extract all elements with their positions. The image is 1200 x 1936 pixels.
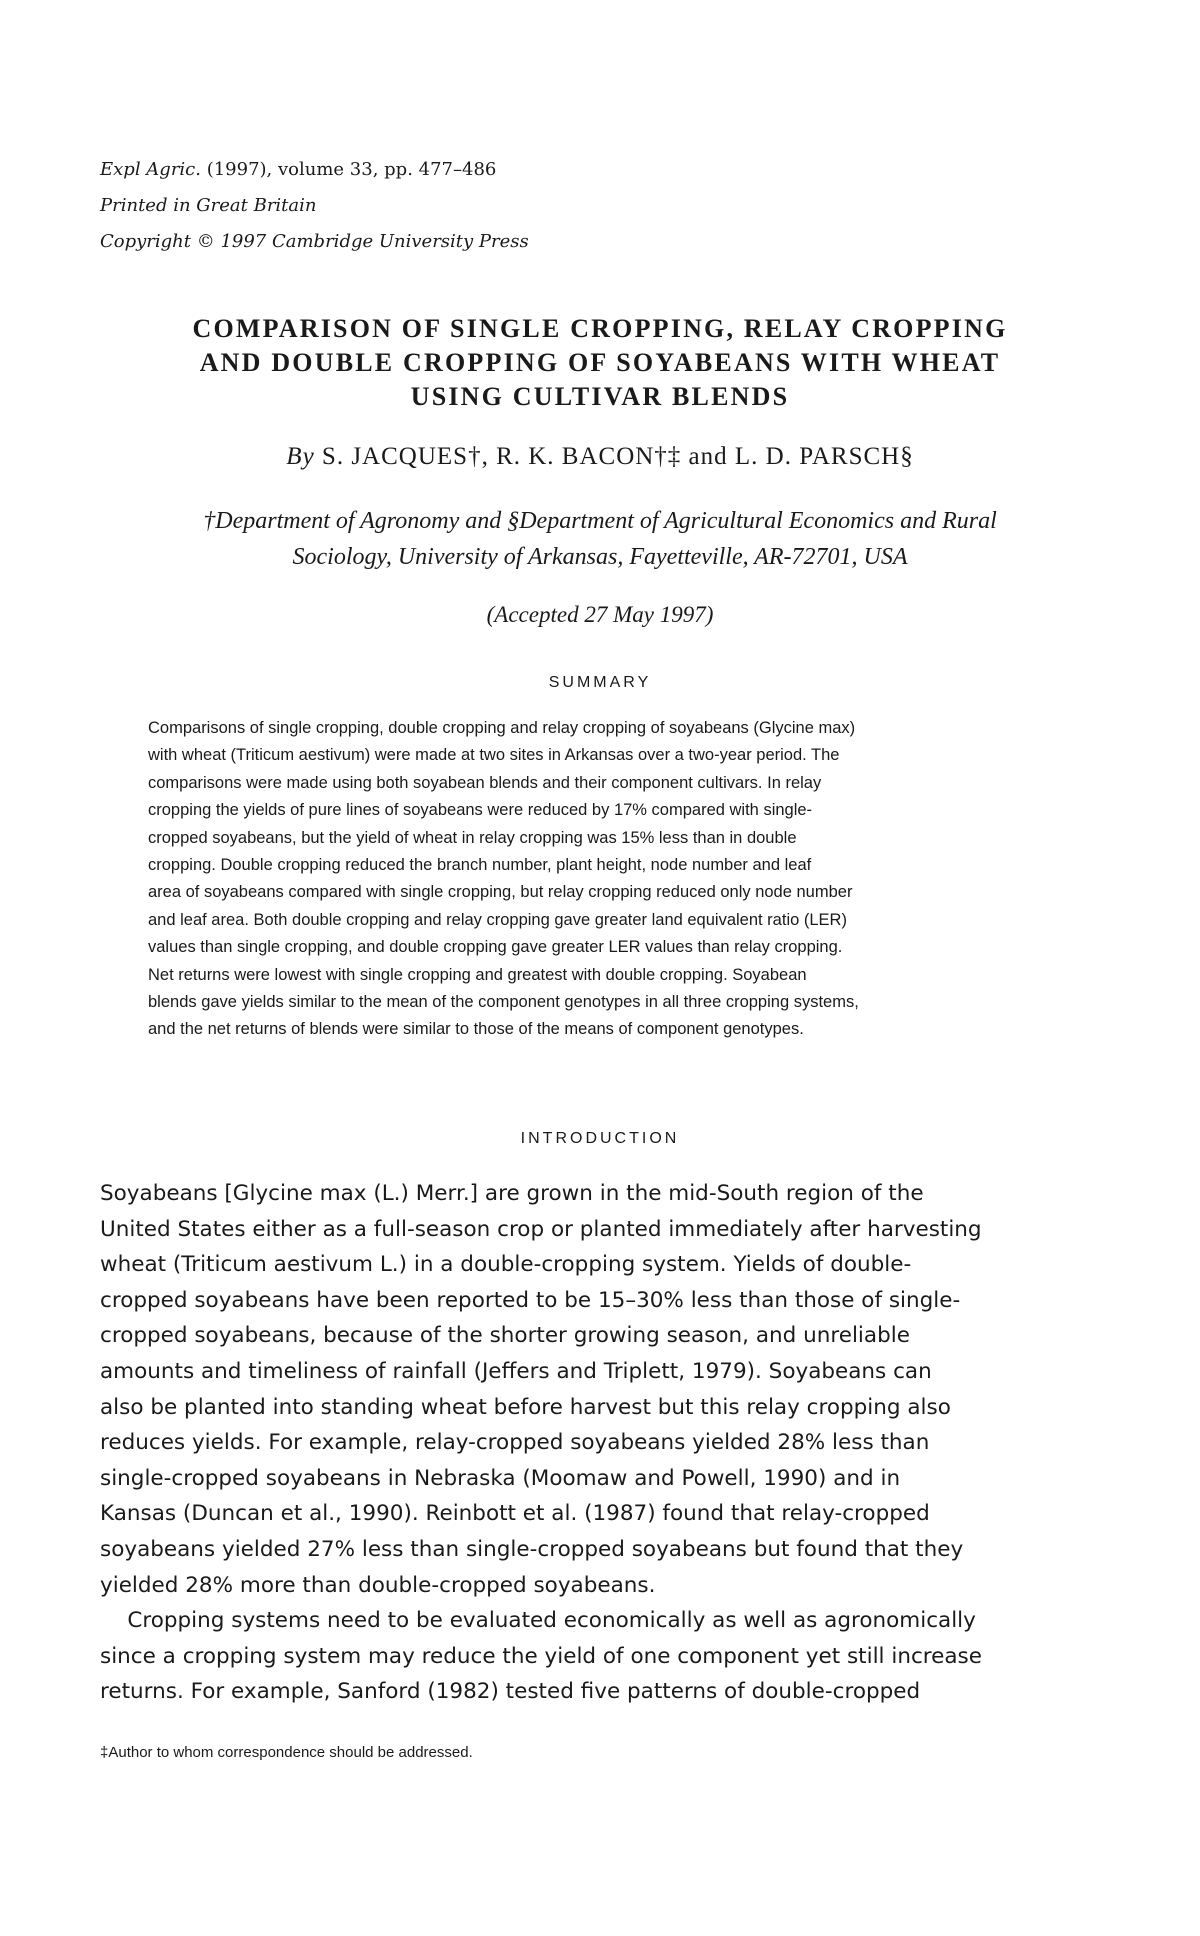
body-line: United States either as a full-season crop or planted immediately after harvesting: [100, 1216, 982, 1242]
body-line: Kansas (Duncan et al., 1990). Reinbott et al. (1987) found that relay-cropped: [100, 1501, 930, 1527]
body-line: Cropping systems need to be evaluated economically as well as agronomically: [100, 1608, 976, 1634]
summary-line: cropping. Double cropping reduced the branch number, plant height, node number and leaf: [148, 856, 812, 875]
journal-name: Expl Agric.: [100, 159, 201, 180]
printed-in: Printed in Great Britain: [100, 195, 317, 216]
article-title: [90, 312, 1110, 414]
summary-line: with wheat (Triticum aestivum) were made at two sites in Arkansas over a two-year period. The: [148, 746, 840, 765]
summary-line: Comparisons of single cropping, double cropping and relay cropping of soyabeans (Glycine max): [148, 719, 856, 737]
summary-line: cropping the yields of pure lines of soyabeans were reduced by 17% compared with single-: [148, 801, 813, 820]
copyright-line: Copyright © 1997 Cambridge University Press: [100, 231, 529, 252]
affiliation-line: Sociology, University of Arkansas, Fayetteville, AR-72701, USA: [292, 544, 908, 570]
summary-line: cropped soyabeans, but the yield of wheat in relay cropping was 15% less than in double: [148, 828, 797, 847]
affiliation-line: †Department of Agronomy and §Department of Agricultural Economics and Rural: [203, 508, 997, 534]
body-line: cropped soyabeans, because of the shorter growing season, and unreliable: [100, 1323, 910, 1349]
body-line: cropped soyabeans have been reported to be 15–30% less than those of single-: [100, 1287, 961, 1313]
summary-line: Net returns were lowest with single cropping and greatest with double cropping. Soyabean: [148, 965, 807, 984]
introduction-text: [100, 1176, 1115, 1710]
summary-line: blends gave yields similar to the mean of the component genotypes in all three cropping systems,: [148, 993, 859, 1012]
summary-line: comparisons were made using both soyabean blends and their component cultivars. In relay: [148, 773, 822, 792]
summary-heading: SUMMARY: [548, 674, 652, 691]
summary-line: and leaf area. Both double cropping and relay cropping gave greater land equivalent ratio (LER): [148, 910, 847, 929]
summary-line: and the net returns of blends were similar to those of the means of component genotypes.: [148, 1020, 804, 1039]
body-line: amounts and timeliness of rainfall (Jeffers and Triplett, 1979). Soyabeans can: [100, 1358, 932, 1384]
title-line: COMPARISON OF SINGLE CROPPING, RELAY CROPPING: [192, 314, 1008, 343]
affiliations: [90, 503, 1110, 575]
footnote: ‡Author to whom correspondence should be addressed.: [100, 1744, 473, 1761]
journal-citation: [100, 152, 529, 188]
author-by: By: [286, 443, 315, 470]
body-line: soyabeans yielded 27% less than single-cropped soyabeans but found that they: [100, 1536, 964, 1562]
body-line: Soyabeans [Glycine max (L.) Merr.] are grown in the mid-South region of the: [100, 1181, 924, 1206]
author-names: S. JACQUES†, R. K. BACON†‡ and L. D. PARSCH§: [314, 443, 914, 470]
body-line: wheat (Triticum aestivum L.) in a double-cropping system. Yields of double-: [100, 1252, 912, 1278]
journal-volume-pages: (1997), volume 33, pp. 477–486: [200, 159, 497, 180]
accepted-date: (Accepted 27 May 1997): [486, 602, 714, 627]
body-line: single-cropped soyabeans in Nebraska (Moomaw and Powell, 1990) and in: [100, 1465, 901, 1491]
body-line: since a cropping system may reduce the yield of one component yet still increase: [100, 1643, 982, 1669]
summary-line: values than single cropping, and double cropping gave greater LER values than relay cropping.: [148, 938, 843, 957]
title-line: AND DOUBLE CROPPING OF SOYABEANS WITH WHEAT: [199, 348, 1001, 377]
body-line: also be planted into standing wheat before harvest but this relay cropping also: [100, 1394, 951, 1420]
introduction-heading: INTRODUCTION: [520, 1130, 680, 1147]
journal-info: [100, 152, 529, 260]
body-line: yielded 28% more than double-cropped soyabeans.: [100, 1572, 656, 1598]
summary-text: [148, 715, 1063, 1044]
body-line: returns. For example, Sanford (1982) tested five patterns of double-cropped: [100, 1679, 921, 1705]
title-line: USING CULTIVAR BLENDS: [410, 382, 790, 411]
author-line: [90, 443, 1110, 471]
body-line: reduces yields. For example, relay-cropped soyabeans yielded 28% less than: [100, 1430, 930, 1456]
summary-line: area of soyabeans compared with single cropping, but relay cropping reduced only node number: [148, 883, 853, 902]
